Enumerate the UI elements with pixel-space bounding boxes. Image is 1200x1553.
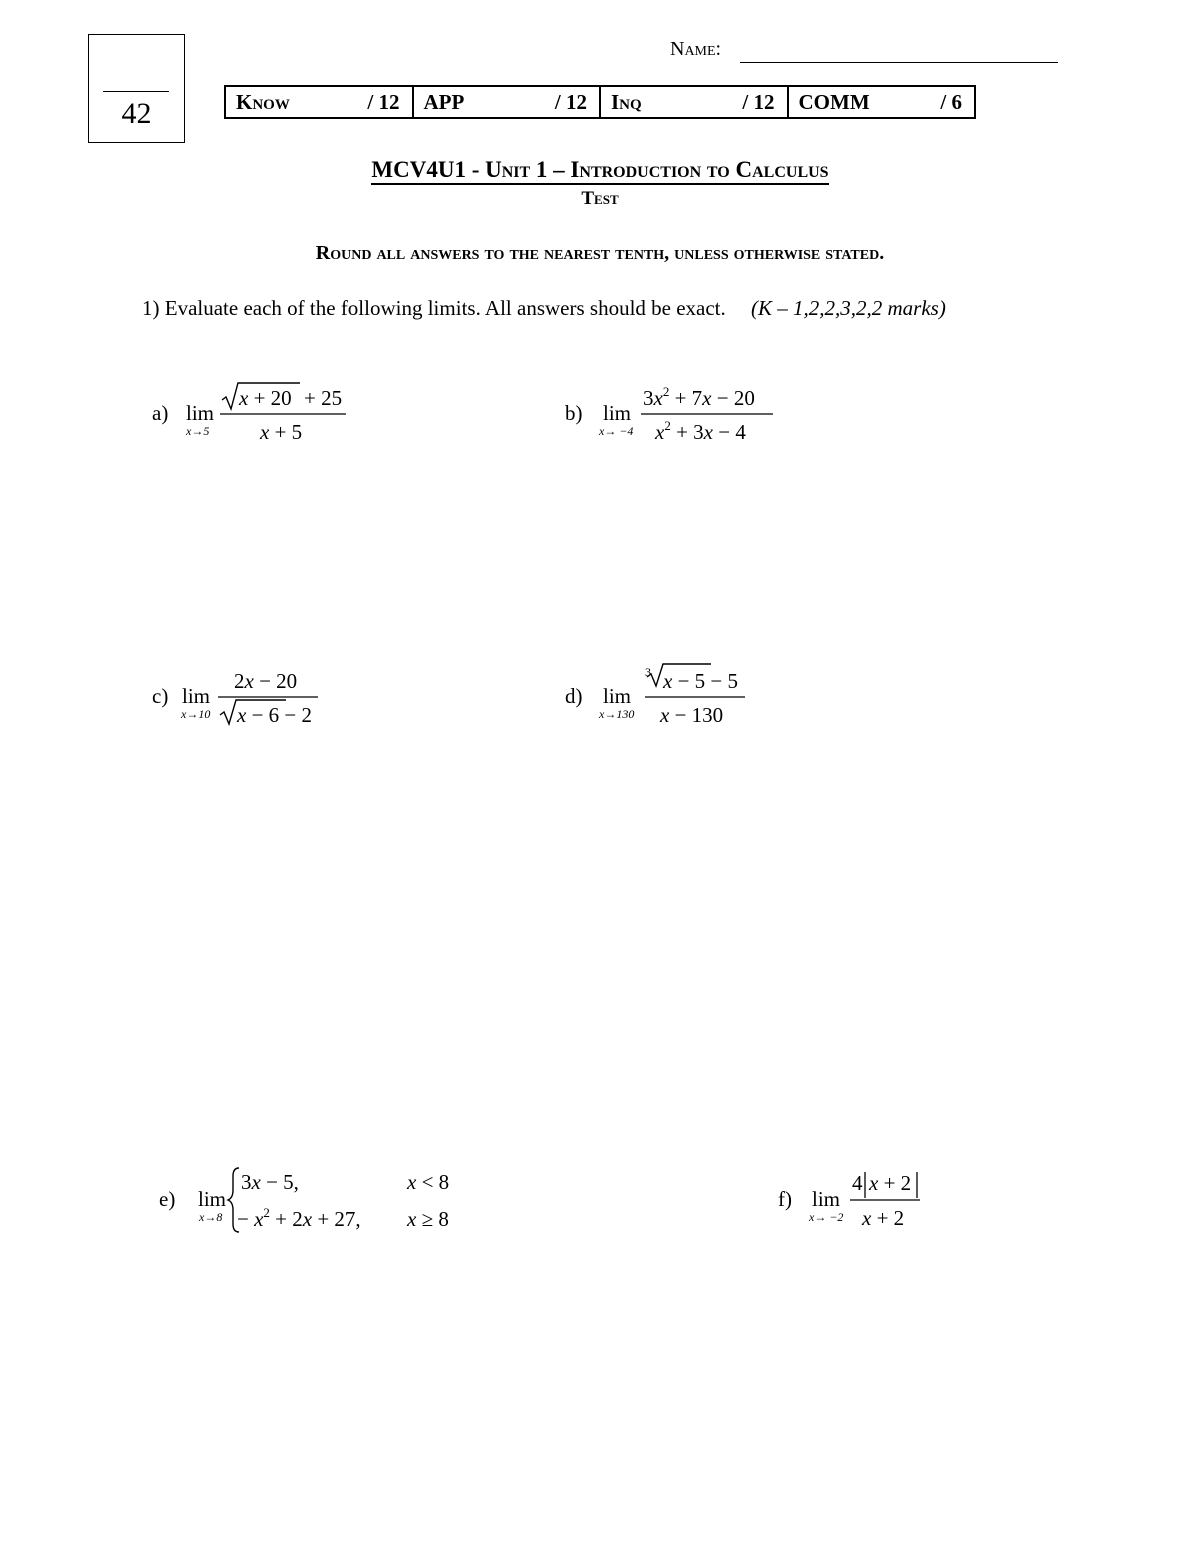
lim-subscript: x→ −4 <box>599 424 634 438</box>
svg-text:3x2 + 7x − 20: $3x^2 + 7x - 20$ <box>643 384 755 410</box>
svg-text:x ≥ 8: x ≥ 8 <box>407 1207 449 1231</box>
name-field[interactable] <box>740 62 1058 63</box>
lim-text: lim <box>186 401 215 425</box>
instruction: Round all answers to the nearest tenth, unless otherwise stated. <box>315 242 885 264</box>
marks-cell-comm <box>787 87 975 117</box>
svg-text:− x2 + 2x + 27,: − $x^2 + 2x + 27$, <box>237 1205 361 1231</box>
marks-score: / 6 <box>940 89 962 114</box>
total-marks: 42 <box>121 97 152 130</box>
lim-text: lim <box>603 684 632 708</box>
svg-text:x + 20: x + 20 <box>239 386 292 410</box>
part-label: e) <box>159 1187 176 1211</box>
marks-label: APP <box>423 89 465 114</box>
lim-subscript: x→8 <box>199 1210 223 1224</box>
total-score-blank <box>103 91 169 92</box>
svg-text:x + 5: x + 5 <box>260 420 303 444</box>
lim-subscript: x→130 <box>599 707 635 721</box>
marks-label: Inq <box>611 89 642 114</box>
marks-cell-know <box>226 87 412 117</box>
part-label: d) <box>565 684 583 708</box>
marks-cell-app <box>412 87 600 117</box>
svg-text:3x − 5,: 3x − 5, <box>241 1170 299 1194</box>
svg-text:x + 2: x + 2 <box>869 1171 912 1195</box>
svg-text:x − 6 − 2: x − 6 − 2 <box>237 703 313 727</box>
part-c <box>150 666 350 746</box>
name-label: Name: <box>670 38 722 60</box>
question-text: 1) Evaluate each of the following limits. All answers should be exact. <box>142 296 726 320</box>
marks-label: COMM <box>798 89 870 114</box>
svg-text:x + 2: x + 2 <box>862 1206 905 1230</box>
part-label: c) <box>152 684 169 708</box>
page-subtitle: Test <box>581 188 619 209</box>
total-score-box <box>88 34 185 143</box>
svg-text:2x − 20: 2x − 20 <box>234 669 298 693</box>
marks-score: / 12 <box>554 89 587 114</box>
lim-subscript: x→ −2 <box>809 1210 844 1224</box>
lim-text: lim <box>182 684 211 708</box>
svg-text:x − 130: x − 130 <box>660 703 724 727</box>
marks-label: Know <box>236 89 290 114</box>
svg-text:4: 4 <box>852 1171 863 1195</box>
part-label: b) <box>565 401 583 425</box>
lim-subscript: x→5 <box>186 424 210 438</box>
question-1 <box>142 296 946 321</box>
lim-text: lim <box>603 401 632 425</box>
part-e <box>157 1162 477 1247</box>
part-label: f) <box>778 1187 792 1211</box>
part-label: a) <box>152 401 169 425</box>
lim-text: lim <box>812 1187 841 1211</box>
marks-table <box>224 85 976 119</box>
question-marks: (K – 1,2,2,3,2,2 marks) <box>751 296 946 320</box>
part-d <box>563 664 763 744</box>
page-title: MCV4U1 - Unit 1 – Introduction to Calculus <box>0 157 1200 183</box>
part-f <box>776 1168 956 1248</box>
marks-score: / 12 <box>367 89 400 114</box>
lim-text: lim <box>198 1187 227 1211</box>
svg-text:3: 3 <box>645 665 651 679</box>
part-b <box>563 380 793 460</box>
part-a <box>150 380 370 460</box>
svg-text:x − 5 − 5: x − 5 − 5 <box>663 669 739 693</box>
svg-text:x < 8: x < 8 <box>407 1170 450 1194</box>
marks-cell-inq <box>599 87 787 117</box>
lim-subscript: x→10 <box>181 707 211 721</box>
svg-text:x2 + 3x − 4: $x^2 + 3x - 4$ <box>655 418 746 444</box>
svg-text:+ 25: + 25 <box>304 386 343 410</box>
marks-score: / 12 <box>742 89 775 114</box>
